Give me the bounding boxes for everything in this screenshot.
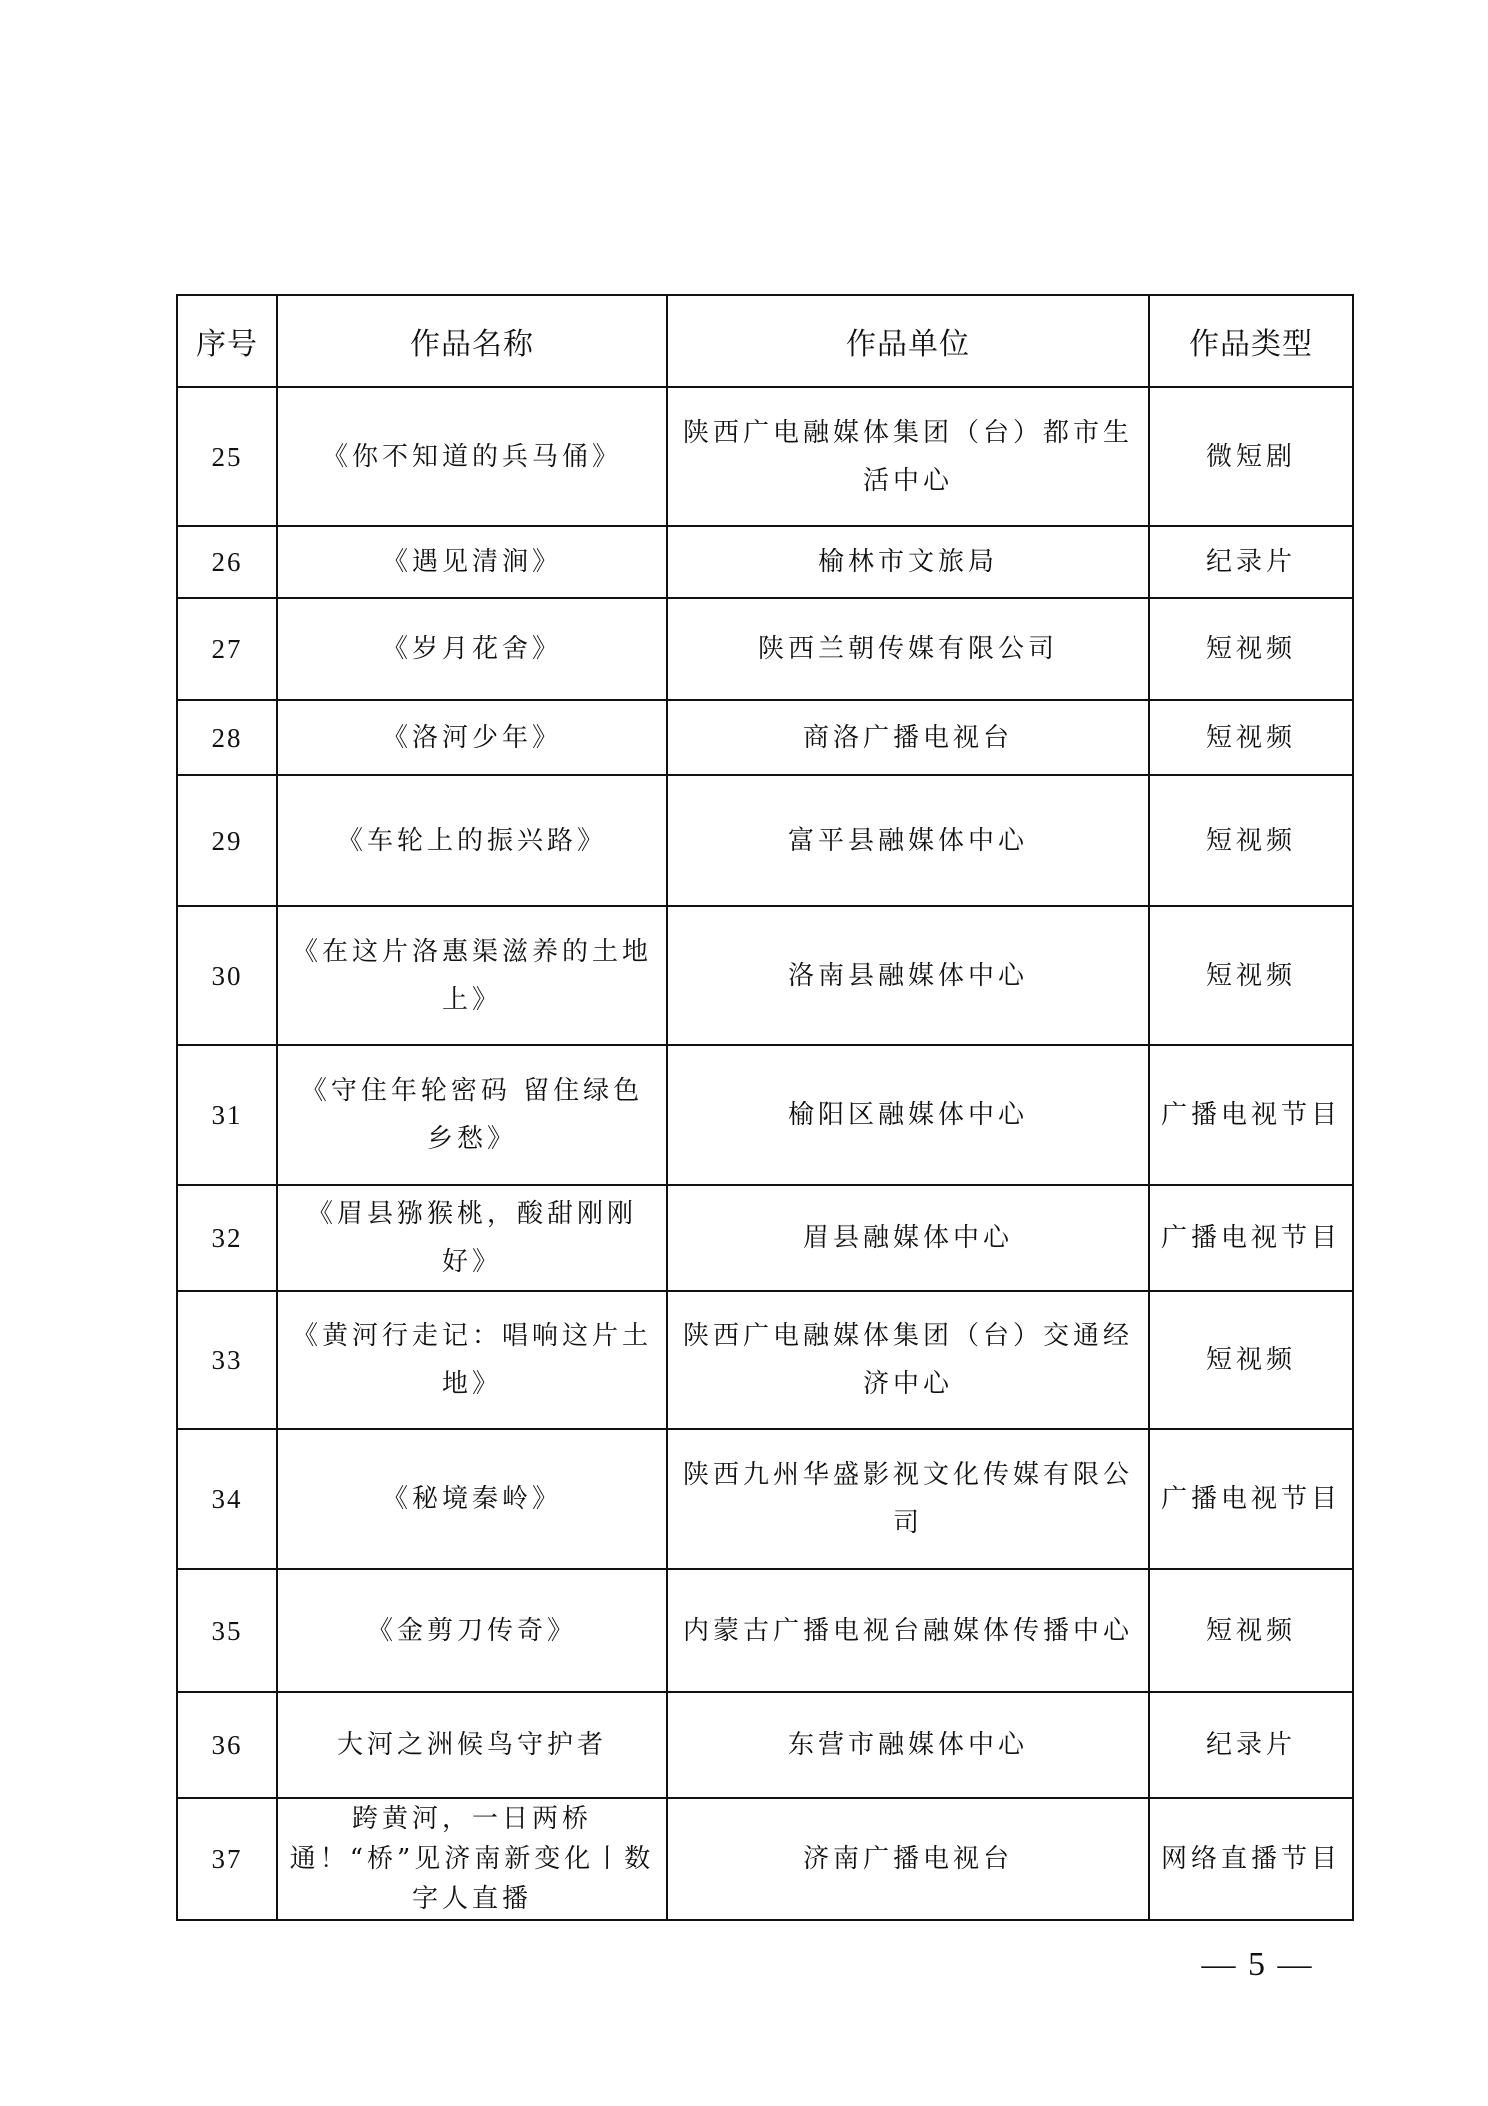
header-work-title: 作品名称 bbox=[277, 295, 667, 387]
cell-serial-number: 36 bbox=[177, 1692, 277, 1798]
cell-work-type: 短视频 bbox=[1149, 598, 1353, 700]
cell-work-type: 网络直播节目 bbox=[1149, 1798, 1353, 1920]
table-row bbox=[177, 598, 1353, 700]
cell-work-type: 短视频 bbox=[1149, 700, 1353, 775]
cell-work-unit: 榆阳区融媒体中心 bbox=[667, 1045, 1149, 1185]
header-work-unit: 作品单位 bbox=[667, 295, 1149, 387]
cell-serial-number: 30 bbox=[177, 906, 277, 1045]
cell-work-unit: 陕西广电融媒体集团（台）交通经济中心 bbox=[667, 1291, 1149, 1429]
table-header-row bbox=[177, 295, 1353, 387]
cell-work-title: 《秘境秦岭》 bbox=[277, 1429, 667, 1569]
cell-work-type: 微短剧 bbox=[1149, 387, 1353, 526]
cell-work-type: 广播电视节目 bbox=[1149, 1429, 1353, 1569]
cell-work-unit: 东营市融媒体中心 bbox=[667, 1692, 1149, 1798]
cell-work-title: 《你不知道的兵马俑》 bbox=[277, 387, 667, 526]
cell-work-unit: 富平县融媒体中心 bbox=[667, 775, 1149, 906]
cell-work-type: 纪录片 bbox=[1149, 526, 1353, 598]
cell-work-title: 《眉县猕猴桃，酸甜刚刚好》 bbox=[277, 1185, 667, 1291]
cell-serial-number: 29 bbox=[177, 775, 277, 906]
cell-work-title: 《洛河少年》 bbox=[277, 700, 667, 775]
cell-work-unit: 榆林市文旅局 bbox=[667, 526, 1149, 598]
cell-work-type: 纪录片 bbox=[1149, 1692, 1353, 1798]
cell-work-unit: 陕西广电融媒体集团（台）都市生活中心 bbox=[667, 387, 1149, 526]
cell-work-type: 短视频 bbox=[1149, 906, 1353, 1045]
cell-work-unit: 洛南县融媒体中心 bbox=[667, 906, 1149, 1045]
cell-serial-number: 35 bbox=[177, 1569, 277, 1692]
cell-serial-number: 33 bbox=[177, 1291, 277, 1429]
page-number: — 5 — bbox=[1201, 1946, 1314, 1983]
cell-work-unit: 内蒙古广播电视台融媒体传播中心 bbox=[667, 1569, 1149, 1692]
header-serial-number: 序号 bbox=[177, 295, 277, 387]
cell-serial-number: 26 bbox=[177, 526, 277, 598]
cell-work-unit: 陕西九州华盛影视文化传媒有限公司 bbox=[667, 1429, 1149, 1569]
table-row bbox=[177, 1692, 1353, 1798]
cell-serial-number: 27 bbox=[177, 598, 277, 700]
cell-work-title: 《黄河行走记：唱响这片土地》 bbox=[277, 1291, 667, 1429]
cell-work-title: 跨黄河，一日两桥通！“桥”见济南新变化丨数字人直播 bbox=[277, 1798, 667, 1920]
table-row bbox=[177, 526, 1353, 598]
table-row bbox=[177, 1185, 1353, 1291]
table-row bbox=[177, 906, 1353, 1045]
cell-serial-number: 31 bbox=[177, 1045, 277, 1185]
cell-work-unit: 陕西兰朝传媒有限公司 bbox=[667, 598, 1149, 700]
cell-work-title: 《在这片洛惠渠滋养的土地上》 bbox=[277, 906, 667, 1045]
cell-work-type: 短视频 bbox=[1149, 1569, 1353, 1692]
cell-work-unit: 济南广播电视台 bbox=[667, 1798, 1149, 1920]
table-row bbox=[177, 775, 1353, 906]
cell-serial-number: 25 bbox=[177, 387, 277, 526]
cell-serial-number: 34 bbox=[177, 1429, 277, 1569]
works-table bbox=[176, 294, 1354, 1921]
table-row bbox=[177, 1429, 1353, 1569]
header-work-type: 作品类型 bbox=[1149, 295, 1353, 387]
cell-work-title: 《金剪刀传奇》 bbox=[277, 1569, 667, 1692]
cell-work-title: 《岁月花舍》 bbox=[277, 598, 667, 700]
table-row bbox=[177, 700, 1353, 775]
cell-work-unit: 商洛广播电视台 bbox=[667, 700, 1149, 775]
cell-work-type: 短视频 bbox=[1149, 775, 1353, 906]
table-row bbox=[177, 1569, 1353, 1692]
cell-work-type: 广播电视节目 bbox=[1149, 1185, 1353, 1291]
table-row bbox=[177, 1291, 1353, 1429]
table-row bbox=[177, 387, 1353, 526]
table-row bbox=[177, 1798, 1353, 1920]
cell-work-type: 短视频 bbox=[1149, 1291, 1353, 1429]
cell-work-unit: 眉县融媒体中心 bbox=[667, 1185, 1149, 1291]
cell-serial-number: 28 bbox=[177, 700, 277, 775]
cell-work-title: 大河之洲候鸟守护者 bbox=[277, 1692, 667, 1798]
cell-work-title: 《遇见清涧》 bbox=[277, 526, 667, 598]
cell-work-title: 《守住年轮密码 留住绿色乡愁》 bbox=[277, 1045, 667, 1185]
table-row bbox=[177, 1045, 1353, 1185]
cell-serial-number: 37 bbox=[177, 1798, 277, 1920]
cell-work-type: 广播电视节目 bbox=[1149, 1045, 1353, 1185]
cell-serial-number: 32 bbox=[177, 1185, 277, 1291]
cell-work-title: 《车轮上的振兴路》 bbox=[277, 775, 667, 906]
